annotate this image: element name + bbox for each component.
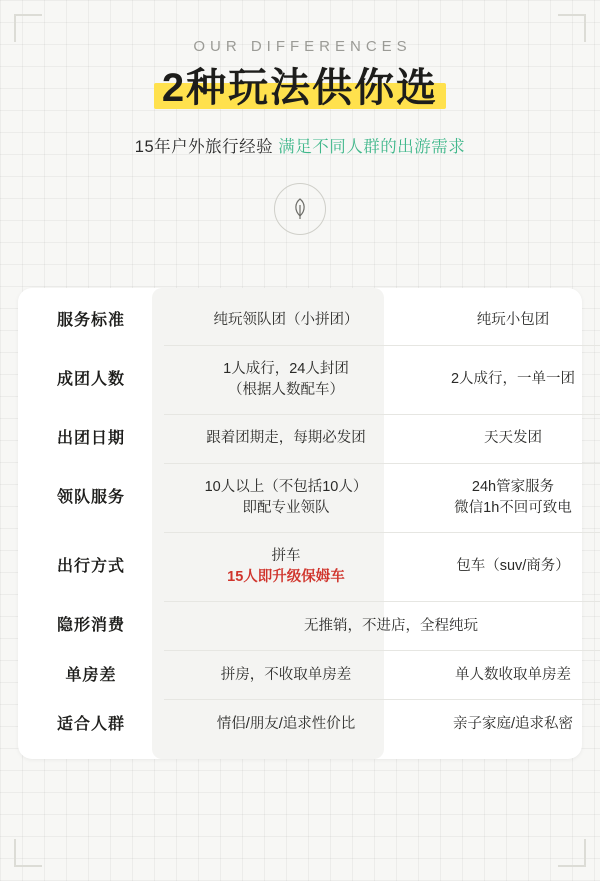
comparison-table bbox=[18, 296, 600, 749]
cell-line: 纯玩小包团 bbox=[476, 311, 550, 328]
corner-mark-bottom-right bbox=[558, 839, 586, 867]
cell-line: 15人即升级保姆车 bbox=[227, 568, 345, 585]
cell-group-tour bbox=[164, 296, 408, 345]
cell-line: 纯玩领队团（小拼团） bbox=[213, 311, 359, 328]
row-label: 领队服务 bbox=[56, 489, 125, 507]
table-row bbox=[18, 532, 600, 601]
cell-group-tour bbox=[164, 700, 408, 749]
cell-group-tour bbox=[164, 651, 408, 700]
row-label: 出团日期 bbox=[56, 430, 125, 448]
cell-private-tour bbox=[408, 463, 600, 532]
cell-line: 单人数收取单房差 bbox=[455, 666, 571, 683]
cell-line: 10人以上（不包括10人） bbox=[204, 478, 368, 495]
subtitle bbox=[0, 133, 600, 157]
cell-group-tour bbox=[164, 414, 408, 463]
poster-header bbox=[0, 0, 600, 235]
row-label: 隐形消费 bbox=[56, 617, 125, 635]
row-label: 出行方式 bbox=[56, 558, 125, 576]
table-row bbox=[18, 463, 600, 532]
row-merged-cell: 无推销，不进店，全程纯玩 bbox=[164, 601, 600, 650]
table-row bbox=[18, 296, 600, 345]
cell-group-tour bbox=[164, 463, 408, 532]
subtitle-accent: 满足不同人群的出游需求 bbox=[278, 138, 466, 156]
title-wrapper bbox=[148, 63, 452, 113]
cell-group-tour bbox=[164, 532, 408, 601]
cell-private-tour bbox=[408, 651, 600, 700]
cell-private-tour bbox=[408, 532, 600, 601]
table-body bbox=[18, 296, 600, 749]
row-label: 成团人数 bbox=[56, 371, 125, 389]
row-label: 适合人群 bbox=[56, 715, 125, 733]
cell-line: 拼车 bbox=[271, 547, 301, 564]
cell-private-tour bbox=[408, 414, 600, 463]
table-row bbox=[18, 700, 600, 749]
cell-line: 即配专业领队 bbox=[242, 499, 330, 516]
row-label: 单房差 bbox=[65, 666, 117, 684]
cell-line: 2人成行，一单一团 bbox=[450, 371, 576, 388]
cell-line: 1人成行，24人封团 bbox=[223, 360, 349, 377]
corner-mark-bottom-left bbox=[14, 839, 42, 867]
cell-line: 亲子家庭/追求私密 bbox=[452, 716, 574, 733]
table-row bbox=[18, 601, 600, 650]
cell-line: 微信1h不回可致电 bbox=[454, 499, 572, 516]
page-title: 2种玩法供你选 bbox=[161, 66, 439, 110]
cell-line: 24h管家服务 bbox=[471, 478, 555, 495]
subtitle-plain: 15年户外旅行经验 bbox=[134, 138, 279, 156]
comparison-card bbox=[18, 288, 582, 759]
table-row bbox=[18, 414, 600, 463]
cell-line: （根据人数配车） bbox=[228, 381, 344, 398]
row-label: 服务标准 bbox=[56, 312, 125, 329]
cell-private-tour bbox=[408, 345, 600, 414]
table-row bbox=[18, 651, 600, 700]
cell-line: 天天发团 bbox=[484, 430, 542, 447]
cell-line: 拼房，不收取单房差 bbox=[220, 666, 352, 683]
corner-mark-top-right bbox=[558, 14, 586, 42]
cell-line: 包车（suv/商务） bbox=[456, 558, 570, 575]
cell-private-tour bbox=[408, 700, 600, 749]
cell-line: 跟着团期走，每期必发团 bbox=[206, 430, 366, 447]
corner-mark-top-left bbox=[14, 14, 42, 42]
eyebrow-text: OUR DIFFERENCES bbox=[193, 38, 412, 55]
cell-group-tour bbox=[164, 345, 408, 414]
cell-line: 情侣/朋友/追求性价比 bbox=[216, 716, 356, 733]
table-row bbox=[18, 345, 600, 414]
cell-private-tour bbox=[408, 296, 600, 345]
leaf-circle-icon bbox=[274, 183, 326, 235]
